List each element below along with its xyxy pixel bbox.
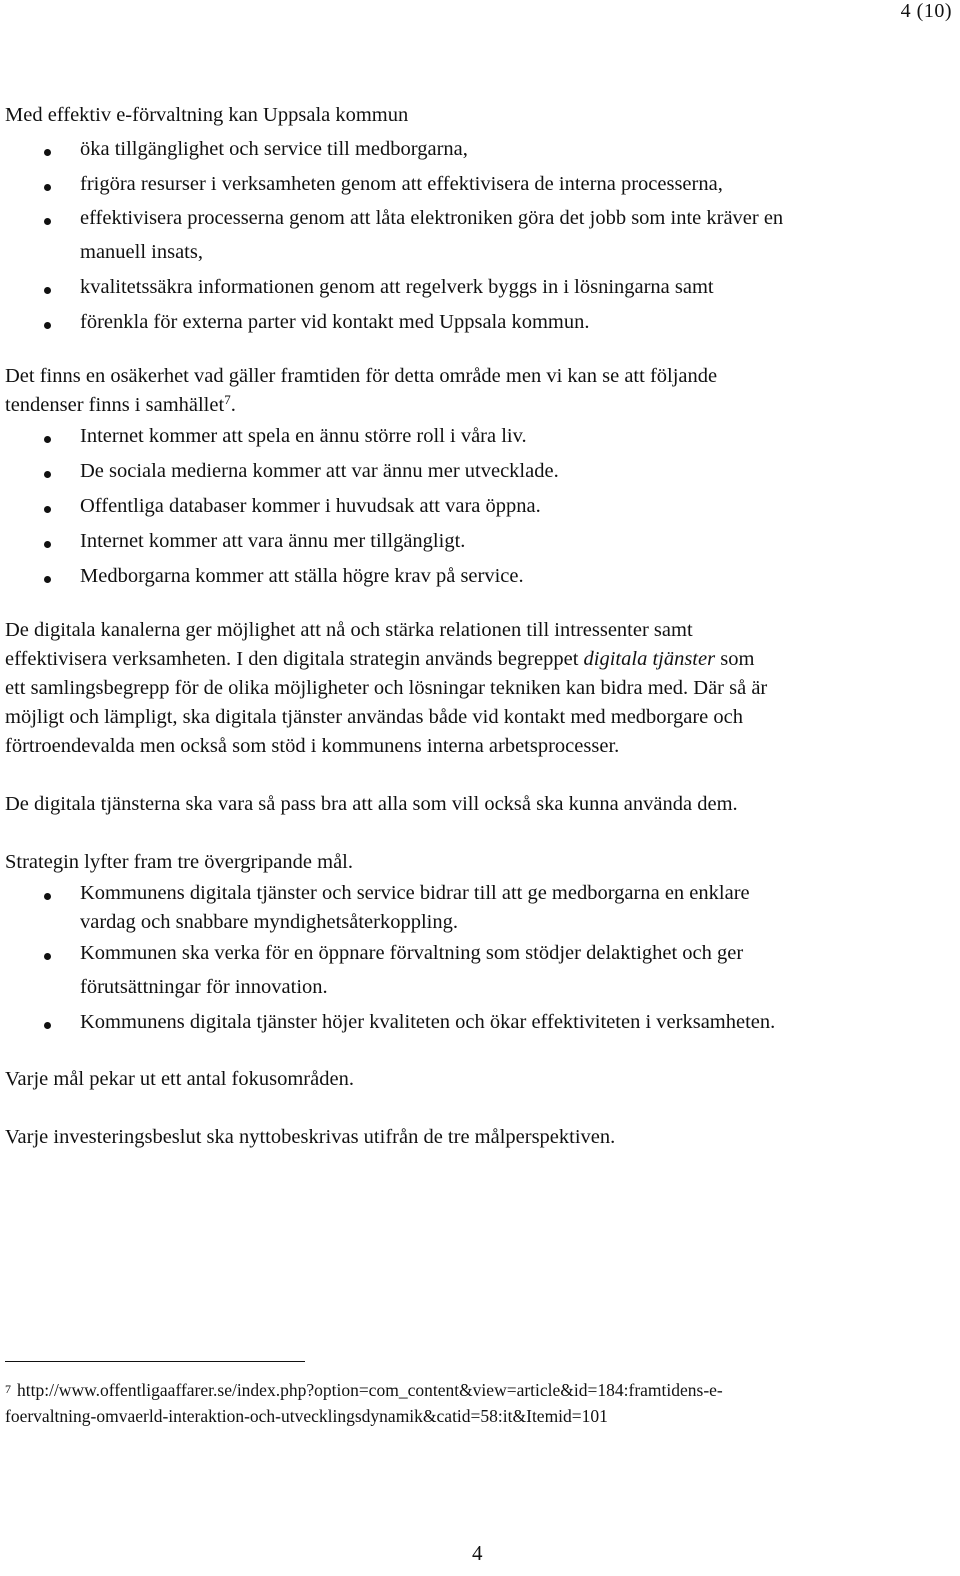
section3-line2	[5, 648, 754, 671]
section7-text: Varje investeringsbeslut ska nyttobeskrivas utifrån de tre målperspektiven.	[5, 1126, 616, 1148]
bullet-icon	[44, 149, 51, 156]
section3-line5: förtroendevalda men också som stöd i kommunens interna arbetsprocesser.	[5, 735, 620, 757]
bullet-icon	[44, 218, 51, 225]
page-number: 4	[472, 1541, 483, 1565]
footnote-mark: 7	[5, 1382, 11, 1396]
section3-emphasis: digitala tjänster	[583, 648, 716, 670]
bullet-icon	[44, 184, 51, 191]
list-item-text-continuation: manuell insats,	[80, 241, 203, 263]
section3-line4: möjligt och lämpligt, ska digitala tjänster användas både vid kontakt med medborgare och	[5, 706, 743, 728]
list-item-text: Kommunens digitala tjänster höjer kvaliteten och ökar effektiviteten i verksamheten.	[80, 1011, 776, 1033]
bullet-icon	[44, 541, 51, 548]
bullet-icon	[44, 893, 51, 900]
bullet-icon	[44, 287, 51, 294]
section2-intro-text: tendenser finns i samhället	[5, 394, 225, 416]
list-item-text: De sociala medierna kommer att var ännu mer utvecklade.	[80, 460, 559, 482]
bullet-icon	[44, 436, 51, 443]
list-item-text: frigöra resurser i verksamheten genom att effektivisera de interna processerna,	[80, 173, 723, 195]
section2-intro-line1: Det finns en osäkerhet vad gäller framtiden för detta område men vi kan se att följande	[5, 365, 718, 387]
section3-line1: De digitala kanalerna ger möjlighet att nå och stärka relationen till intressenter samt	[5, 619, 693, 641]
list-item-text: förenkla för externa parter vid kontakt med Uppsala kommun.	[80, 311, 590, 333]
page-indicator: 4 (10)	[900, 0, 952, 22]
section4-text: De digitala tjänsterna ska vara så pass bra att alla som vill också ska kunna använda dem.	[5, 793, 738, 815]
footnote-url-part1: http://www.offentligaaffarer.se/index.php?option=com_content&view=article&id=184:framtidens-e-	[17, 1380, 723, 1400]
footnote-url-part2: foervaltning-omvaerld-interaktion-och-utvecklingsdynamik&catid=58:it&Itemid=101	[5, 1406, 608, 1426]
section3-line2-text: effektivisera verksamheten. I den digitala strategin används begreppet	[5, 648, 584, 670]
footnote-divider	[5, 1361, 305, 1362]
section2-intro-end: .	[230, 394, 236, 416]
section3-line2-tail: som	[715, 648, 755, 670]
list-item-text: Internet kommer att spela en ännu större roll i våra liv.	[80, 425, 527, 447]
list-item-text-continuation: vardag och snabbare myndighetsåterkoppling.	[80, 911, 458, 933]
footnote	[5, 1377, 935, 1429]
section1-intro: Med effektiv e-förvaltning kan Uppsala kommun	[5, 104, 409, 126]
section5-intro: Strategin lyfter fram tre övergripande mål.	[5, 851, 353, 873]
list-item-text: kvalitetssäkra informationen genom att regelverk byggs in i lösningarna samt	[80, 276, 714, 298]
bullet-icon	[44, 576, 51, 583]
bullet-icon	[44, 322, 51, 329]
list-item-text: Kommunen ska verka för en öppnare förvaltning som stödjer delaktighet och ger	[80, 942, 744, 964]
bullet-icon	[44, 953, 51, 960]
list-item-text-continuation: förutsättningar för innovation.	[80, 976, 328, 998]
bullet-icon	[44, 506, 51, 513]
section6-text: Varje mål pekar ut ett antal fokusområden.	[5, 1068, 354, 1090]
section3-line3: ett samlingsbegrepp för de olika möjligheter och lösningar tekniken kan bidra med. Där så är	[5, 677, 768, 699]
list-item-text: Offentliga databaser kommer i huvudsak att vara öppna.	[80, 495, 541, 517]
list-item-text: Kommunens digitala tjänster och service bidrar till att ge medborgarna en enklare	[80, 882, 750, 904]
footnote-line1	[5, 1377, 935, 1403]
list-item-text: effektivisera processerna genom att låta elektroniken göra det jobb som inte kräver en	[80, 207, 784, 229]
section2-intro-line2	[5, 394, 236, 417]
list-item-text: öka tillgänglighet och service till medborgarna,	[80, 138, 468, 160]
footnote-ref: 7	[224, 392, 231, 407]
bullet-icon	[44, 1022, 51, 1029]
bullet-icon	[44, 471, 51, 478]
list-item-text: Medborgarna kommer att ställa högre krav på service.	[80, 565, 524, 587]
list-item-text: Internet kommer att vara ännu mer tillgängligt.	[80, 530, 466, 552]
